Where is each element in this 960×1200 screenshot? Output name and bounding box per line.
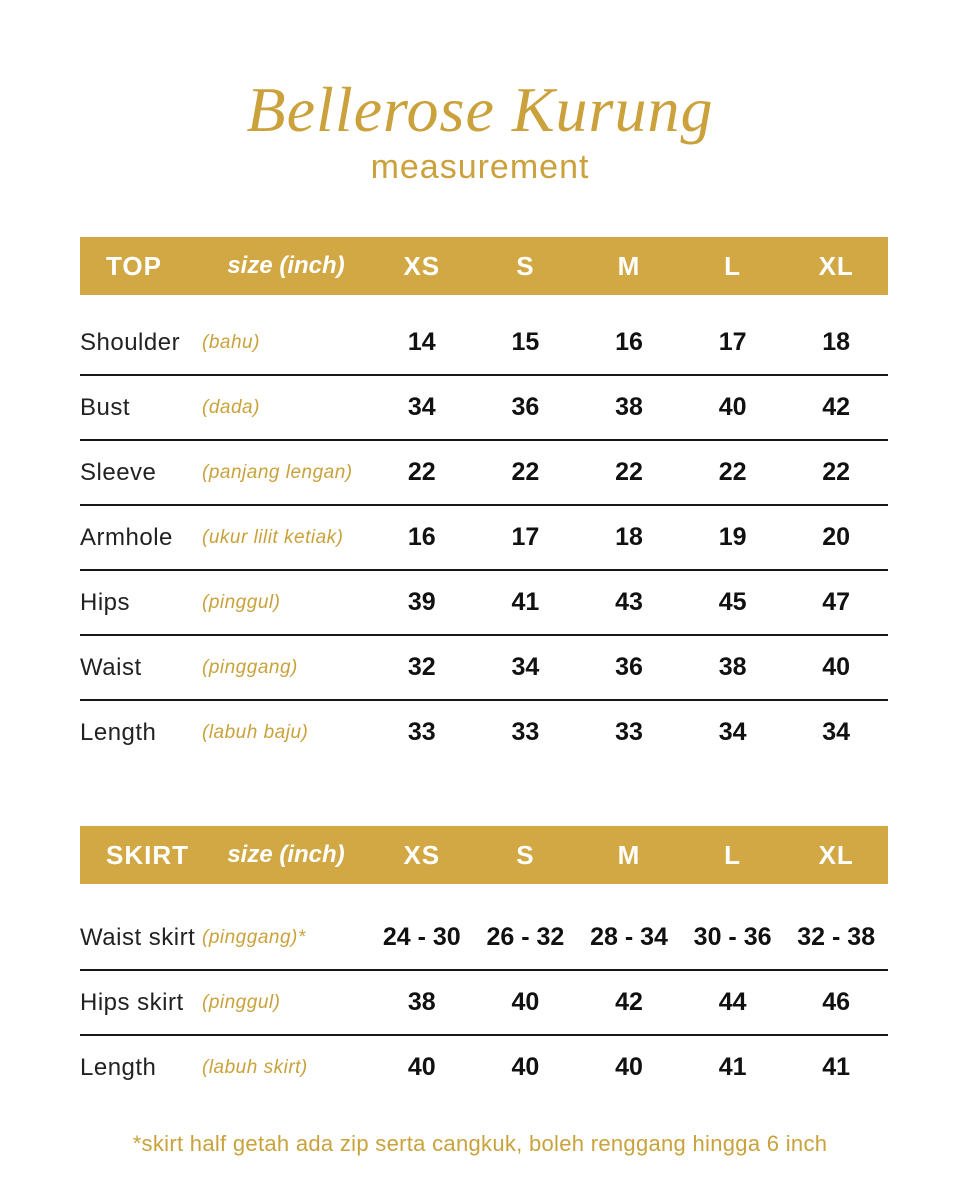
cell-value: 44 [718, 988, 747, 1016]
cell-value: 26 - 32 [486, 923, 565, 951]
row-note: (panjang lengan) [202, 461, 353, 483]
top-size-col-s: S [516, 250, 535, 281]
row-label: Sleeve [80, 458, 157, 486]
cell-value: 18 [615, 523, 643, 551]
cell-value: 46 [822, 988, 851, 1016]
cell-value: 42 [822, 393, 851, 421]
cell-value: 41 [822, 1053, 851, 1081]
cell-value: 17 [511, 523, 540, 551]
skirt-size-col-s: S [516, 839, 535, 870]
row-note: (pinggang)* [202, 926, 306, 948]
cell-value: 36 [511, 393, 540, 421]
cell-value: 32 - 38 [797, 923, 876, 951]
row-label: Shoulder [80, 328, 181, 356]
cell-value: 39 [407, 588, 436, 616]
skirt-size-col-xs: XS [403, 839, 441, 870]
row-note: (pinggul) [202, 991, 281, 1013]
table-row-bust [80, 376, 888, 441]
row-note: (dada) [202, 396, 260, 418]
cell-value: 33 [511, 718, 540, 746]
cell-value: 22 [822, 458, 851, 486]
cell-value: 41 [511, 588, 540, 616]
top-table-rows [80, 295, 888, 764]
cell-value: 34 [822, 718, 851, 746]
page-subtitle: measurement [370, 148, 590, 186]
cell-value: 40 [822, 653, 851, 681]
skirt-table-rows [80, 884, 888, 1099]
top-size-col-xl: XL [818, 250, 854, 281]
skirt-size-col-m: M [617, 839, 641, 870]
cell-value: 24 - 30 [382, 923, 461, 951]
cell-value: 19 [718, 523, 747, 551]
cell-value: 16 [615, 328, 643, 356]
cell-value: 18 [822, 328, 851, 356]
table-row-hips-skirt [80, 971, 888, 1036]
cell-value: 28 - 34 [590, 923, 668, 951]
row-note: (pinggul) [202, 591, 281, 613]
top-size-unit-label: size (inch) [227, 252, 345, 279]
cell-value: 43 [615, 588, 643, 616]
row-label: Hips [80, 588, 131, 616]
top-measurement-table [80, 237, 888, 764]
cell-value: 22 [718, 458, 747, 486]
cell-value: 32 [407, 653, 436, 681]
table-row-armhole [80, 506, 888, 571]
cell-value: 16 [407, 523, 436, 551]
row-label: Waist [80, 653, 142, 681]
row-label: Waist skirt [80, 923, 196, 951]
cell-value: 33 [407, 718, 436, 746]
top-size-col-xs: XS [403, 250, 441, 281]
top-size-col-l: L [724, 250, 742, 281]
cell-value: 40 [407, 1053, 436, 1081]
top-table-title: TOP [106, 250, 162, 281]
skirt-measurement-table [80, 826, 888, 1099]
cell-value: 20 [822, 523, 851, 551]
row-label: Length [80, 718, 157, 746]
cell-value: 47 [822, 588, 851, 616]
cell-value: 34 [718, 718, 747, 746]
row-label: Hips skirt [80, 988, 184, 1016]
cell-value: 33 [615, 718, 643, 746]
cell-value: 14 [407, 328, 436, 356]
cell-value: 40 [511, 988, 540, 1016]
row-label: Armhole [80, 523, 173, 551]
cell-value: 34 [511, 653, 540, 681]
page-title: Bellerose Kurung [246, 74, 714, 145]
table-row-length-top [80, 701, 888, 764]
row-note: (bahu) [202, 331, 260, 353]
table-row-waist [80, 636, 888, 701]
cell-value: 15 [511, 328, 540, 356]
title-block [0, 0, 960, 187]
top-size-col-m: M [617, 250, 641, 281]
table-row-sleeve [80, 441, 888, 506]
skirt-footnote: *skirt half getah ada zip serta cangkuk, boleh renggang hingga 6 inch [132, 1131, 828, 1156]
cell-value: 40 [718, 393, 747, 421]
cell-value: 38 [718, 653, 747, 681]
cell-value: 17 [718, 328, 747, 356]
cell-value: 38 [615, 393, 643, 421]
row-note: (ukur lilit ketiak) [202, 526, 344, 548]
table-row-waist-skirt [80, 906, 888, 971]
cell-value: 40 [615, 1053, 643, 1081]
cell-value: 42 [615, 988, 643, 1016]
cell-value: 38 [407, 988, 436, 1016]
cell-value: 22 [615, 458, 643, 486]
table-row-hips [80, 571, 888, 636]
row-note: (labuh skirt) [202, 1056, 308, 1078]
skirt-size-col-l: L [724, 839, 742, 870]
cell-value: 40 [511, 1053, 540, 1081]
skirt-table-title: SKIRT [106, 839, 189, 870]
row-note: (pinggang) [202, 656, 298, 678]
table-row-length-skirt [80, 1036, 888, 1099]
cell-value: 41 [718, 1053, 747, 1081]
skirt-size-unit-label: size (inch) [227, 841, 345, 868]
cell-value: 22 [407, 458, 436, 486]
cell-value: 22 [511, 458, 540, 486]
cell-value: 34 [407, 393, 436, 421]
cell-value: 45 [718, 588, 747, 616]
table-row-shoulder [80, 311, 888, 376]
row-label: Bust [80, 393, 131, 421]
cell-value: 30 - 36 [693, 923, 772, 951]
row-note: (labuh baju) [202, 721, 309, 743]
row-label: Length [80, 1053, 157, 1081]
skirt-table-header [80, 826, 888, 884]
skirt-size-col-xl: XL [818, 839, 854, 870]
cell-value: 36 [615, 653, 643, 681]
top-table-header [80, 237, 888, 295]
